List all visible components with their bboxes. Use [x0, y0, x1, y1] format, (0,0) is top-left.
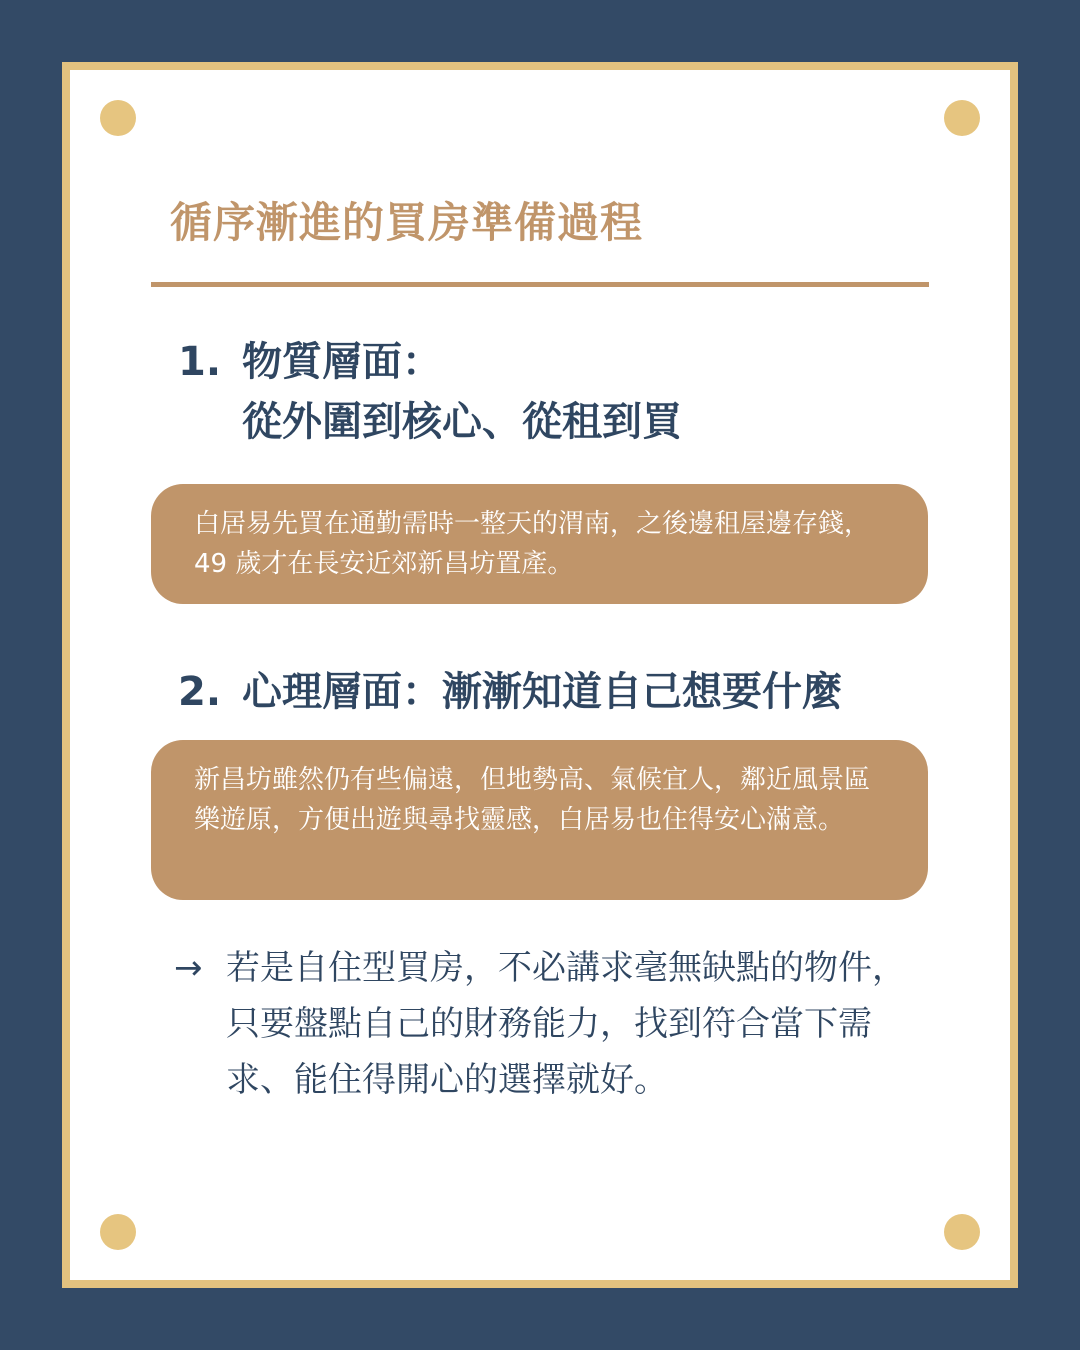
page-title: 循序漸進的買房準備過程: [170, 198, 644, 247]
section1-heading: [178, 332, 682, 452]
corner-dot-top-right: [944, 100, 980, 136]
conclusion-text: 若是自住型買房，不必講求毫無缺點的物件，只要盤點自己的財務能力，找到符合當下需求、能住得開心的選擇就好。: [226, 948, 906, 1100]
conclusion-note: [174, 940, 934, 1108]
title-divider: [151, 282, 929, 287]
section1-heading-line2: 從外圍到核心、從租到買: [242, 399, 682, 445]
section2-callout: [151, 740, 928, 900]
section1-body: 白居易先買在通勤需時一整天的渭南，之後邊租屋邊存錢，49 歲才在長安近郊新昌坊置產。: [194, 509, 871, 579]
section1-callout: [151, 484, 928, 604]
section1-heading-line1: 物質層面：: [242, 339, 442, 385]
section2-heading-text: 心理層面：漸漸知道自己想要什麼: [242, 669, 842, 715]
arrow-right-icon: →: [174, 948, 203, 988]
content-card: [62, 62, 1018, 1288]
corner-dot-top-left: [100, 100, 136, 136]
corner-dot-bottom-right: [944, 1214, 980, 1250]
section2-heading: [178, 662, 842, 722]
section2-body: 新昌坊雖然仍有些偏遠，但地勢高、氣候宜人，鄰近風景區樂遊原，方便出遊與尋找靈感，白居易也住得安心滿意。: [194, 765, 871, 835]
section2-number: 2.: [178, 669, 222, 715]
corner-dot-bottom-left: [100, 1214, 136, 1250]
section1-number: 1.: [178, 339, 222, 385]
